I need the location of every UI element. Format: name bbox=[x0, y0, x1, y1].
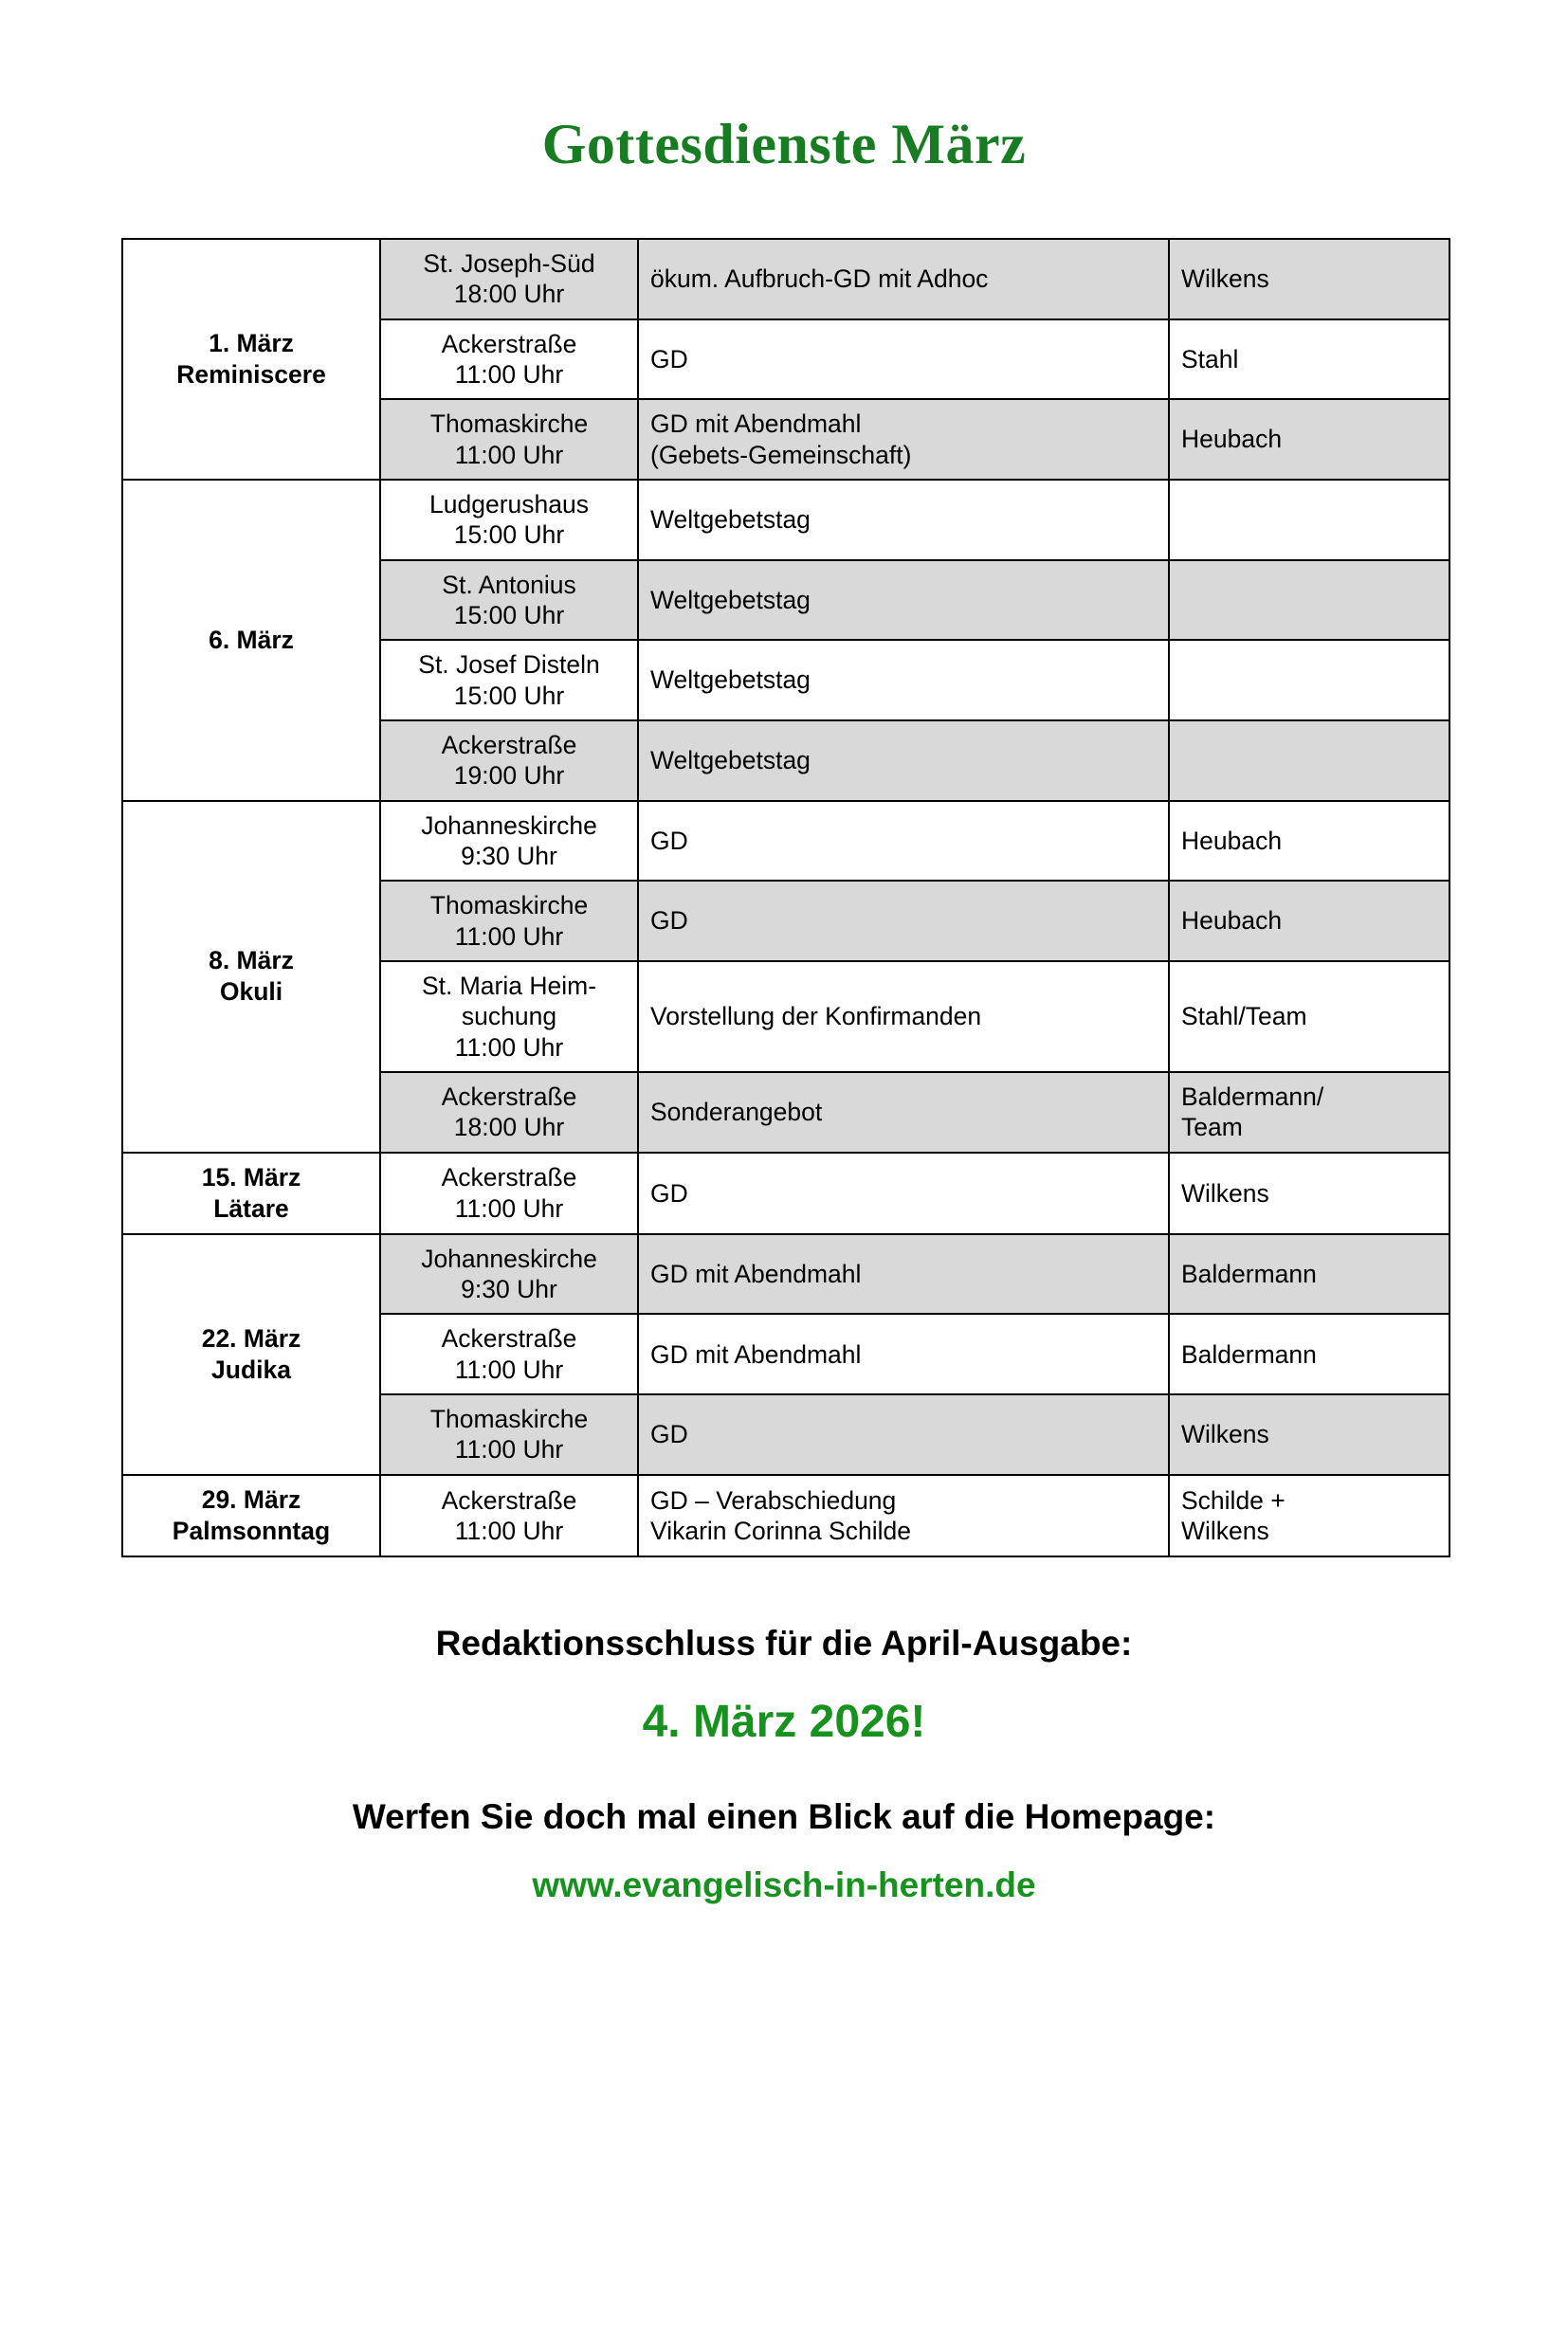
person-text: Stahl bbox=[1181, 344, 1239, 373]
description-text: Weltgebetstag bbox=[650, 746, 811, 775]
place-text: Johanneskirche 9:30 Uhr bbox=[421, 810, 597, 870]
cell-place bbox=[380, 961, 638, 1072]
cell-person bbox=[1169, 640, 1449, 720]
schedule-table-body bbox=[122, 239, 1449, 1556]
description-text: GD mit Abendmahl (Gebets-Gemeinschaft) bbox=[650, 409, 912, 469]
cell-description bbox=[638, 239, 1169, 319]
cell-date bbox=[122, 1153, 380, 1234]
date-text: 29. März Palmsonntag bbox=[172, 1484, 331, 1545]
description-text: GD mit Abendmahl bbox=[650, 1259, 862, 1288]
cell-person bbox=[1169, 720, 1449, 801]
description-text: GD bbox=[650, 1420, 688, 1449]
cell-place bbox=[380, 1475, 638, 1556]
cell-person bbox=[1169, 801, 1449, 882]
person-text: Baldermann bbox=[1181, 1339, 1317, 1369]
table-row bbox=[122, 1153, 1449, 1234]
services-schedule-table bbox=[121, 238, 1450, 1557]
cell-place bbox=[380, 881, 638, 961]
cell-place bbox=[380, 1153, 638, 1234]
table-row bbox=[122, 480, 1449, 560]
cell-person bbox=[1169, 480, 1449, 560]
cell-description bbox=[638, 319, 1169, 400]
person-text: Stahl/Team bbox=[1181, 1002, 1307, 1031]
cell-description bbox=[638, 640, 1169, 720]
cell-description bbox=[638, 1234, 1169, 1315]
cell-place bbox=[380, 560, 638, 641]
cell-description bbox=[638, 399, 1169, 480]
place-text: St. Antonius 15:00 Uhr bbox=[442, 570, 576, 629]
cell-person bbox=[1169, 1072, 1449, 1153]
description-text: Vorstellung der Konfirmanden bbox=[650, 1002, 982, 1031]
table-row bbox=[122, 1234, 1449, 1315]
homepage-label: Werfen Sie doch mal einen Blick auf die Homepage: bbox=[352, 1797, 1216, 1837]
cell-person bbox=[1169, 319, 1449, 400]
document-page bbox=[0, 112, 1568, 2329]
cell-description bbox=[638, 560, 1169, 641]
person-text: Wilkens bbox=[1181, 1420, 1269, 1449]
person-text: Heubach bbox=[1181, 906, 1283, 936]
cell-place bbox=[380, 1394, 638, 1475]
person-text: Heubach bbox=[1181, 425, 1283, 454]
description-text: Sonderangebot bbox=[650, 1098, 823, 1127]
footer-block bbox=[121, 1624, 1447, 1905]
date-text: 1. März Reminiscere bbox=[176, 328, 326, 389]
place-text: Johanneskirche 9:30 Uhr bbox=[421, 1244, 597, 1304]
description-text: Weltgebetstag bbox=[650, 665, 811, 695]
date-text: 15. März Lätare bbox=[201, 1162, 301, 1223]
cell-person bbox=[1169, 1475, 1449, 1556]
description-text: GD mit Abendmahl bbox=[650, 1339, 862, 1369]
table-row bbox=[122, 801, 1449, 882]
person-text: Heubach bbox=[1181, 826, 1283, 855]
place-text: Ackerstraße 11:00 Uhr bbox=[441, 1485, 577, 1545]
cell-person bbox=[1169, 239, 1449, 319]
cell-place bbox=[380, 480, 638, 560]
cell-description bbox=[638, 1475, 1169, 1556]
cell-description bbox=[638, 1153, 1169, 1234]
cell-place bbox=[380, 1314, 638, 1394]
cell-person bbox=[1169, 961, 1449, 1072]
cell-place bbox=[380, 239, 638, 319]
place-text: Ackerstraße 18:00 Uhr bbox=[441, 1082, 577, 1142]
person-text bbox=[1170, 511, 1449, 528]
cell-person bbox=[1169, 881, 1449, 961]
cell-date bbox=[122, 801, 380, 1153]
deadline-date: 4. März 2026! bbox=[642, 1697, 926, 1748]
cell-place bbox=[380, 399, 638, 480]
place-text: Thomaskirche 11:00 Uhr bbox=[429, 409, 589, 469]
place-text: Ludgerushaus 15:00 Uhr bbox=[429, 489, 589, 550]
description-text: Weltgebetstag bbox=[650, 585, 811, 614]
description-text: GD bbox=[650, 344, 688, 373]
person-text: Baldermann/ Team bbox=[1181, 1082, 1324, 1142]
place-text: Thomaskirche 11:00 Uhr bbox=[429, 891, 589, 951]
cell-description bbox=[638, 1314, 1169, 1394]
table-row bbox=[122, 239, 1449, 319]
person-text: Baldermann bbox=[1181, 1259, 1317, 1288]
description-text: GD – Verabschiedung Vikarin Corinna Schilde bbox=[650, 1485, 911, 1545]
page-title: Gottesdienste März bbox=[541, 113, 1027, 175]
cell-description bbox=[638, 720, 1169, 801]
person-text: Wilkens bbox=[1181, 1178, 1269, 1208]
person-text bbox=[1170, 752, 1449, 769]
description-text: GD bbox=[650, 826, 688, 855]
cell-description bbox=[638, 1072, 1169, 1153]
place-text: St. Maria Heim- suchung 11:00 Uhr bbox=[421, 971, 597, 1062]
cell-description bbox=[638, 1394, 1169, 1475]
cell-place bbox=[380, 640, 638, 720]
description-text: Weltgebetstag bbox=[650, 505, 811, 535]
place-text: Ackerstraße 11:00 Uhr bbox=[441, 1324, 577, 1384]
date-text: 6. März bbox=[209, 625, 294, 654]
cell-description bbox=[638, 801, 1169, 882]
description-text: GD bbox=[650, 906, 688, 936]
description-text: GD bbox=[650, 1178, 688, 1208]
cell-place bbox=[380, 1234, 638, 1315]
date-text: 8. März Okuli bbox=[209, 945, 294, 1007]
place-text: Ackerstraße 19:00 Uhr bbox=[441, 730, 577, 791]
cell-person bbox=[1169, 560, 1449, 641]
person-text bbox=[1170, 672, 1449, 689]
cell-description bbox=[638, 480, 1169, 560]
cell-description bbox=[638, 961, 1169, 1072]
date-text: 22. März Judika bbox=[201, 1323, 301, 1384]
cell-place bbox=[380, 720, 638, 801]
cell-person bbox=[1169, 1234, 1449, 1315]
person-text bbox=[1170, 591, 1449, 609]
cell-person bbox=[1169, 1153, 1449, 1234]
place-text: St. Josef Disteln 15:00 Uhr bbox=[418, 650, 600, 710]
cell-date bbox=[122, 1475, 380, 1556]
person-text: Wilkens bbox=[1181, 264, 1269, 294]
cell-date bbox=[122, 480, 380, 801]
cell-date bbox=[122, 1234, 380, 1475]
cell-place bbox=[380, 319, 638, 400]
place-text: St. Joseph-Süd 18:00 Uhr bbox=[423, 249, 595, 309]
cell-date bbox=[122, 239, 380, 480]
cell-person bbox=[1169, 1394, 1449, 1475]
place-text: Thomaskirche 11:00 Uhr bbox=[429, 1405, 589, 1465]
cell-description bbox=[638, 881, 1169, 961]
table-row bbox=[122, 1475, 1449, 1556]
cell-person bbox=[1169, 399, 1449, 480]
cell-person bbox=[1169, 1314, 1449, 1394]
place-text: Ackerstraße 11:00 Uhr bbox=[441, 329, 577, 389]
cell-place bbox=[380, 801, 638, 882]
cell-place bbox=[380, 1072, 638, 1153]
person-text: Schilde + Wilkens bbox=[1181, 1485, 1285, 1545]
homepage-url[interactable]: www.evangelisch-in-herten.de bbox=[532, 1865, 1036, 1905]
place-text: Ackerstraße 11:00 Uhr bbox=[441, 1163, 577, 1223]
description-text: ökum. Aufbruch-GD mit Adhoc bbox=[650, 264, 989, 294]
deadline-label: Redaktionsschluss für die April-Ausgabe: bbox=[435, 1624, 1133, 1664]
